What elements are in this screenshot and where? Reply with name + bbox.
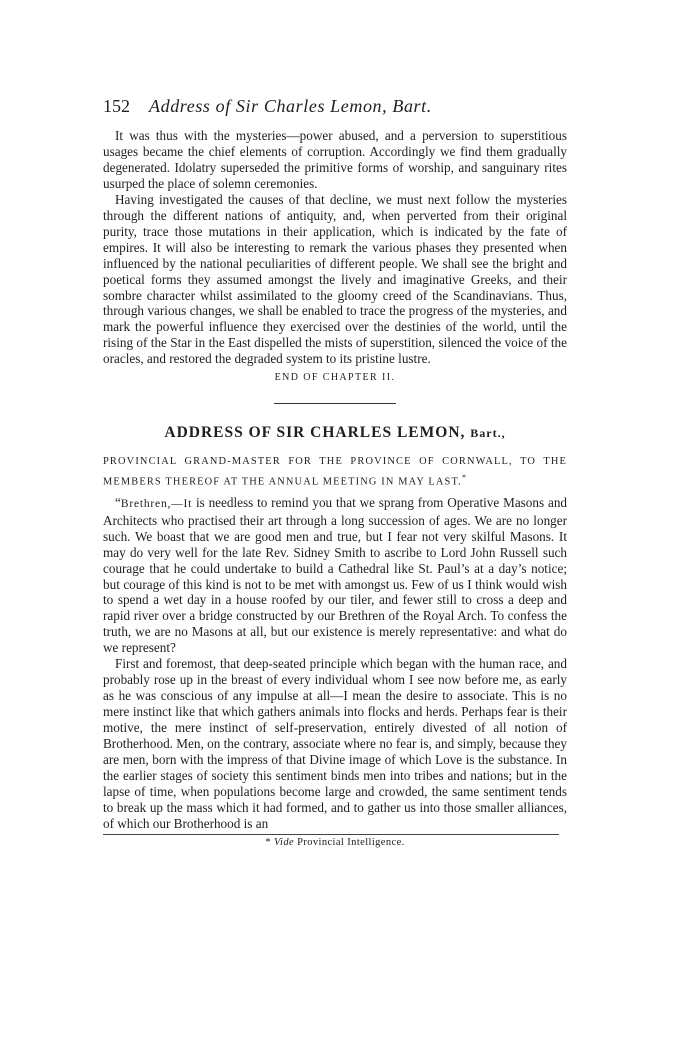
running-title: Address of Sir Charles Lemon, Bart. (149, 96, 432, 116)
footnote (103, 837, 567, 848)
opening-quote: “ (115, 494, 121, 510)
footnote-mark: * (265, 836, 271, 848)
address-title-suffix: Bart., (470, 426, 506, 441)
section-divider (274, 403, 396, 404)
address-title (103, 422, 567, 444)
address-paragraph-1 (103, 495, 567, 657)
address-paragraph-1-text: is needless to remind you that we sprang from Operative Masons and Architects who practised their art through a long succession of ages. We are no longer such. We boast that we are good men and true, but I fear not very skilful Masons. It may do very well for the late Rev. Sidney Smith to ascribe to Lord John Russell such courage that he could undertake to build a Cathedral like St. Paul’s at a day’s notice; but courage of this kind is not to be met with amongst us. Few of us I think would wish to spend a wet day in a house roofed by our tiler, and fewer still to cross a deep and rapid river over a bridge constructed by our Brethren of the Royal Arch. To confess the truth, we are no Masons at all, but our existence is merely representative: and what do we represent? (103, 494, 568, 656)
chapter-paragraph-1: It was thus with the mysteries—power abused, and a perversion to superstitious usages became the chief elements of corruption. Accordingly we find them gradually degenerated. Idolatry superseded the primitive forms of worship, and sanguinary rites usurped the place of solemn ceremonies. (103, 128, 567, 191)
address-subtitle (103, 454, 567, 490)
page-number: 152 (103, 96, 130, 116)
footnote-text: Provincial Intelligence. (297, 836, 405, 848)
end-of-chapter-marker: END OF CHAPTER II. (274, 372, 396, 384)
chapter-paragraph-2: Having investigated the causes of that decline, we must next follow the mysteries through the different nations of antiquity, and, when perverted from their original purity, trace those mutations in their application, which is indicated by the fate of empires. It will also be interesting to remark the various phases they presented when influenced by the national peculiarities of different people. We shall see the bright and poetical forms they assumed amongst the lively and imaginative Greeks, and their sombre character whilst assimilated to the gloomy creed of the Scandinavians. Thus, through various changes, we shall be enabled to trace the progress of the mysteries, and mark the powerful influence they exercised over the destinies of the world, until the rising of the Star in the East dispelled the mists of superstition, silenced the voice of the oracles, and restored the degraded system to its pristine lustre. (103, 191, 567, 367)
address-subtitle-text: PROVINCIAL GRAND-MASTER FOR THE PROVINCE OF CORNWALL, TO THE MEMBERS THEREOF AT THE ANNUAL MEETING IN MAY LAST. (103, 456, 567, 488)
address-paragraph-2: First and foremost, that deep-seated principle which began with the human race, and probably rose up in the breast of every individual whom I see now before me, as early as he was conscious of any impulse at all—I mean the desire to associate. This is no mere instinct like that which gathers animals into flocks and herds. Perhaps fear is their motive, the mere instinct of self-preservation, entirely divested of all notion of Brotherhood. Men, on the contrary, associate where no fear is, and simply, because they are men, born with the impress of that Divine image of which Love is the substance. In the earlier stages of society this sentiment binds men into tribes and nations; but in the lapse of time, when populations become large and crowded, the same sentiment tends to break up the mass which it had formed, and to gather us into those smaller alliances, of which our Brotherhood is an (103, 656, 567, 831)
book-page (103, 96, 567, 848)
footnote-reference-mark: * (461, 473, 466, 483)
running-head (103, 96, 567, 124)
address-title-main: ADDRESS OF SIR CHARLES LEMON, (164, 424, 466, 442)
footnote-label: Vide (274, 836, 295, 848)
footnote-divider (103, 834, 559, 835)
salutation: Brethren,—It (120, 497, 193, 510)
